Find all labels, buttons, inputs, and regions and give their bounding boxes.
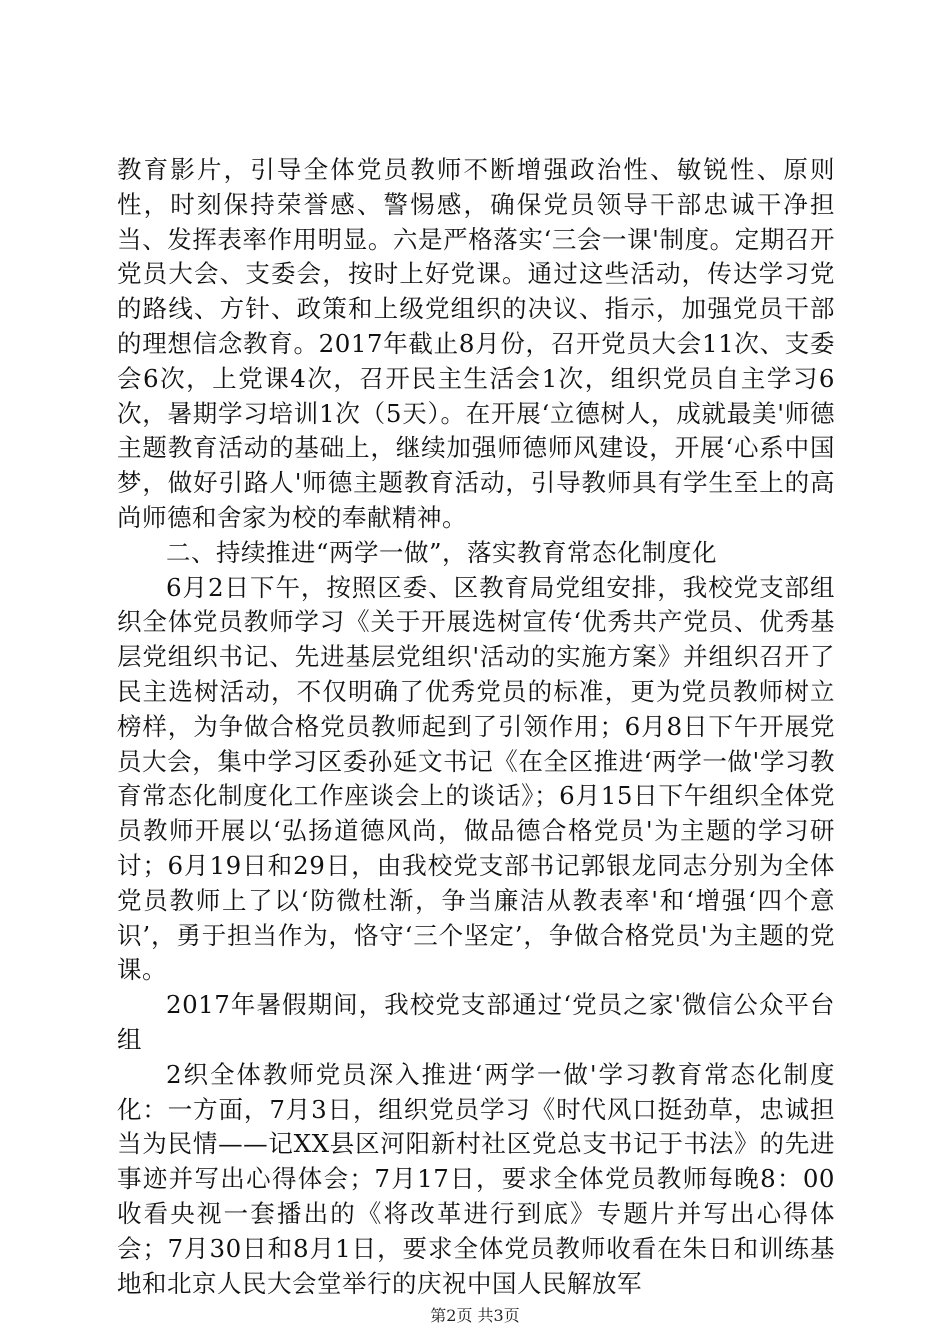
paragraph-july-activities: 2织全体教师党员深入推进‘两学一做'学习教育常态化制度化：一方面，7月3日，组织党员学习《时代风口挺劲草，忠诚担当为民情——记XX县区河阳新村社区党总支书记于书法》的先进事迹并写出心得体会；7月17日，要求全体党员教师每晚8：00收看央视一套播出的《将改革进行到底》专题片并写出心得体会；7月30日和8月1日，要求全体党员教师收看在朱日和训练基地和北京人民大会堂举行的庆祝中国人民解放军	[117, 1059, 835, 1298]
paragraph-summer-platform: 2017年暑假期间，我校党支部通过‘党员之家'微信公众平台组	[117, 990, 835, 1054]
paragraph-party-activities: 教育影片，引导全体党员教师不断增强政治性、敏锐性、原则性，时刻保持荣誉感、警惕感，确保党员领导干部忠诚干净担当、发挥表率作用明显。六是严格落实‘三会一课'制度。定期召开党员大会、支委会，按时上好党课。通过这些活动，传达学习党的路线、方针、政策和上级党组织的决议、指示，加强党员干部的理想信念教育。2017年截止8月份，召开党员大会11次、支委会6次，上党课4次，召开民主生活会1次，组织党员自主学习6次，暑期学习培训1次（5天）。在开展‘立德树人，成就最美'师德主题教育活动的基础上，继续加强师德师风建设，开展‘心系中国梦，做好引路人'师德主题教育活动，引导教师具有学生至上的高尚师德和舍家为校的奉献精神。	[117, 155, 835, 532]
document-body	[117, 153, 835, 1301]
paragraph-june-activities: 6月2日下午，按照区委、区教育局党组安排，我校党支部组织全体党员教师学习《关于开展选树宣传‘优秀共产党员、优秀基层党组织书记、先进基层党组织'活动的实施方案》并组织召开了民主选树活动，不仅明确了优秀党员的标准，更为党员教师树立榜样，为争做合格党员教师起到了引领作用；6月8日下午开展党员大会，集中学习区委孙延文书记《在全区推进‘两学一做'学习教育常态化制度化工作座谈会上的谈话》；6月15日下午组织全体党员教师开展以‘弘扬道德风尚，做品德合格党员'为主题的学习研讨；6月19日和29日，由我校党支部书记郭银龙同志分别为全体党员教师上了以‘防微杜渐，争当廉洁从教表率'和‘增强‘四个意识’，勇于担当作为，恪守‘三个坚定’，争做合格党员'为主题的党课。	[117, 572, 835, 985]
section-heading-two-study: 二、持续推进“两学一做”，落实教育常态化制度化	[166, 537, 718, 567]
page-number-footer: 第2页 共3页	[430, 1306, 520, 1325]
